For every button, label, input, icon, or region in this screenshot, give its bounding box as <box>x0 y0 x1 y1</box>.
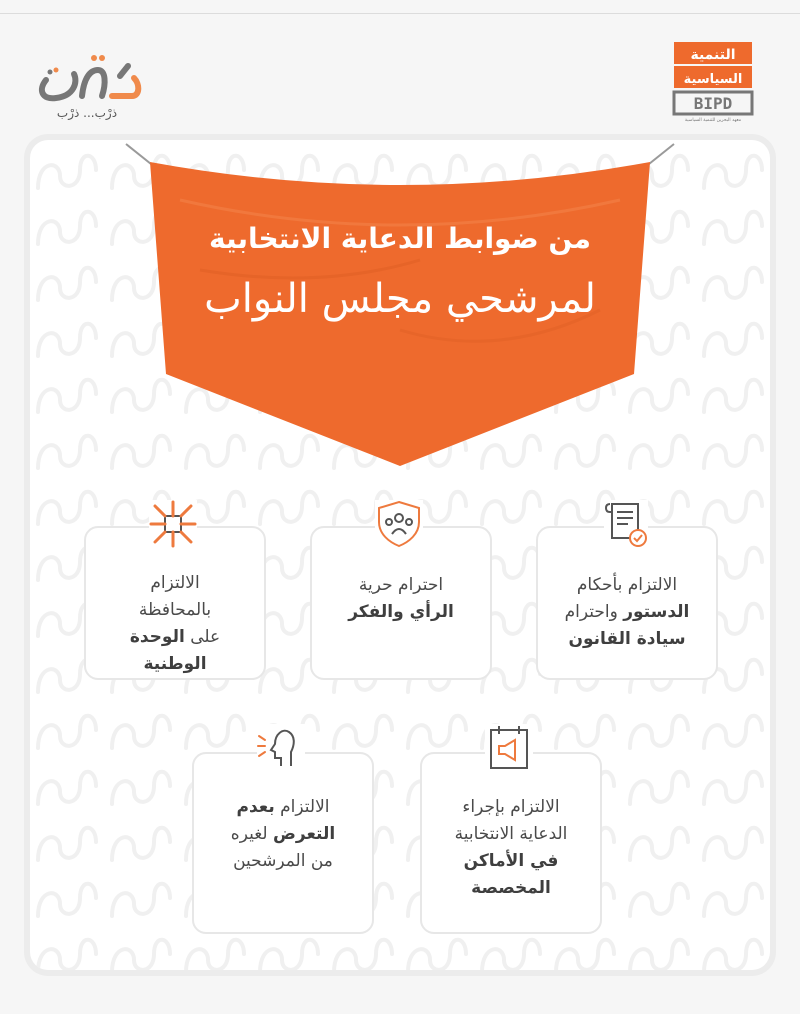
darb-logo-mark <box>28 40 148 106</box>
banner-subtitle: لمرشحي مجلس النواب <box>204 276 596 322</box>
scroll-document-icon <box>600 498 652 550</box>
bipd-logo-mark <box>672 40 754 118</box>
darb-logo <box>28 40 148 130</box>
darb-tagline: ذرْب... ذرْب <box>56 106 118 120</box>
banner-title: من ضوابط الدعاية الانتخابية <box>209 222 591 255</box>
top-divider <box>0 13 800 14</box>
rule-card-respect-candidates <box>192 752 374 934</box>
megaphone-calendar-icon <box>483 722 535 774</box>
rule-card-venues <box>420 752 602 934</box>
rule-text: احترام حرية الرأي والفكر <box>348 575 454 622</box>
people-shield-icon <box>373 498 425 550</box>
speaking-head-icon <box>255 722 307 774</box>
bipd-initials: BIPD <box>693 94 733 113</box>
rule-text: الالتزام بأحكام الدستور واحترام سيادة القانون <box>564 575 690 649</box>
joined-hands-icon <box>147 498 199 550</box>
bipd-institute-name: معهد البحرين للتنمية السياسية <box>684 118 742 123</box>
bipd-line1: التنمية <box>690 47 736 63</box>
rule-text: الالتزام بعدم التعرض لغيره من المرشحين <box>230 797 336 871</box>
bipd-logo <box>672 40 754 132</box>
rule-text: الالتزام بالمحافظة على الوحدة الوطنية <box>129 573 221 674</box>
rule-text: الالتزام بإجراء الدعاية الانتخابية في الأماكن المخصصة <box>454 797 568 898</box>
bipd-line2: السياسية <box>683 72 743 87</box>
